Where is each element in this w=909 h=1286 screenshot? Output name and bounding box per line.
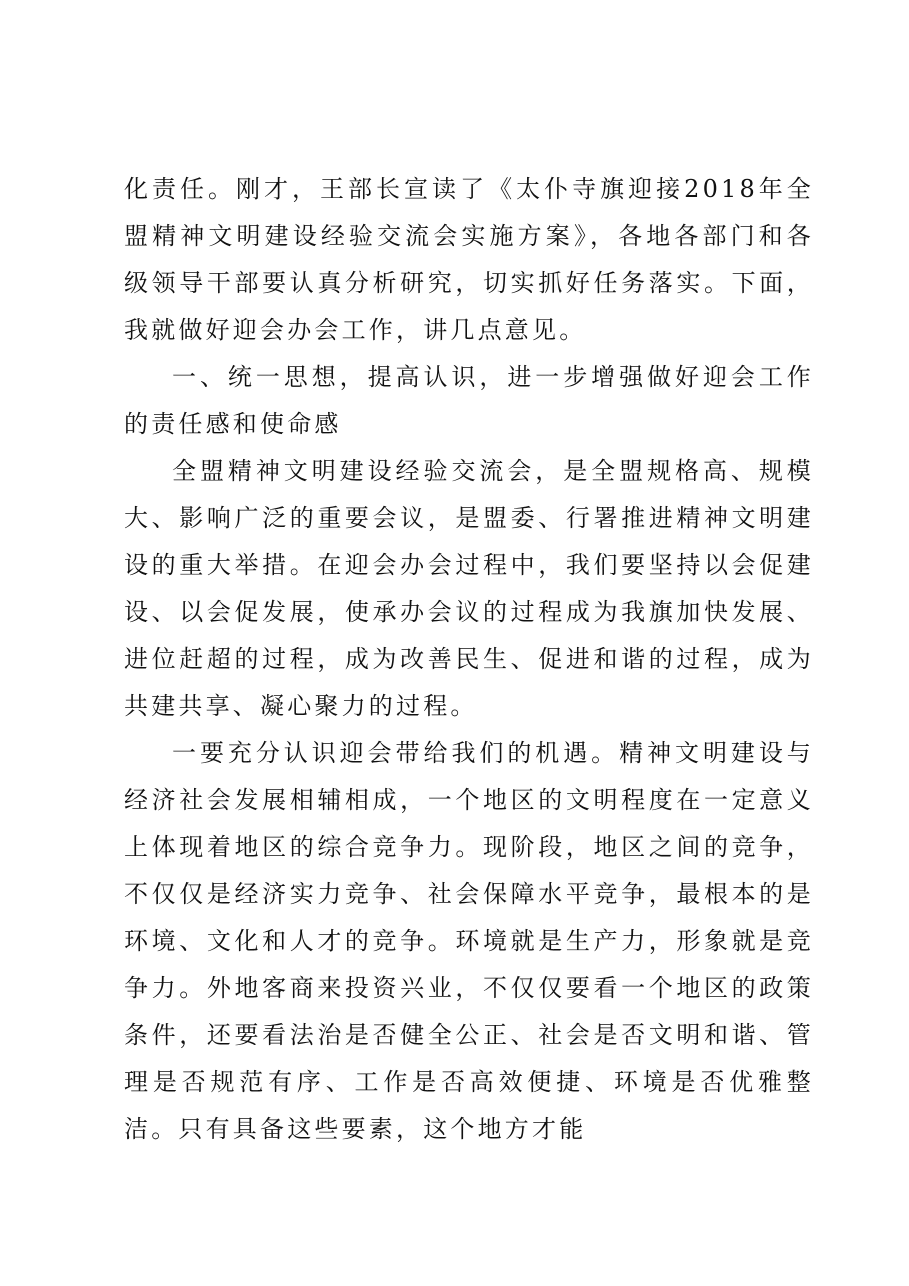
section-heading-1: 一、统一思想，提高认识，进一步增强做好迎会工作的责任感和使命感 [124,363,814,438]
paragraph-conference-significance: 全盟精神文明建设经验交流会，是全盟规格高、规模大、影响广泛的重要会议，是盟委、行署推进精神文明建设的重大举措。在迎会办会过程中，我们要坚持以会促建设、以会促发展，使承办会议的过程成为我旗加快发展、进位赶超的过程，成为改善民生、促进和谐的过程，成为共建共享、凝心聚力的过程。 [124,457,814,720]
paragraph-opportunity: 一要充分认识迎会带给我们的机遇。精神文明建设与经济社会发展相辅相成，一个地区的文明程度在一定意义上体现着地区的综合竞争力。现阶段，地区之间的竞争，不仅仅是经济实力竞争、社会保障水平竞争，最根本的是环境、文化和人才的竞争。环境就是生产力，形象就是竞争力。外地客商来投资兴业，不仅仅要看一个地区的政策条件，还要看法治是否健全公正、社会是否文明和谐、管理是否规范有序、工作是否高效便捷、环境是否优雅整洁。只有具备这些要素，这个地方才能 [124,739,814,1143]
paragraph-intro: 化责任。刚才，王部长宣读了《太仆寺旗迎接2018年全盟精神文明建设经验交流会实施方案》，各地各部门和各级领导干部要认真分析研究，切实抓好任务落实。下面，我就做好迎会办会工作，讲几点意见。 [124,175,814,344]
document-body [124,166,814,1153]
